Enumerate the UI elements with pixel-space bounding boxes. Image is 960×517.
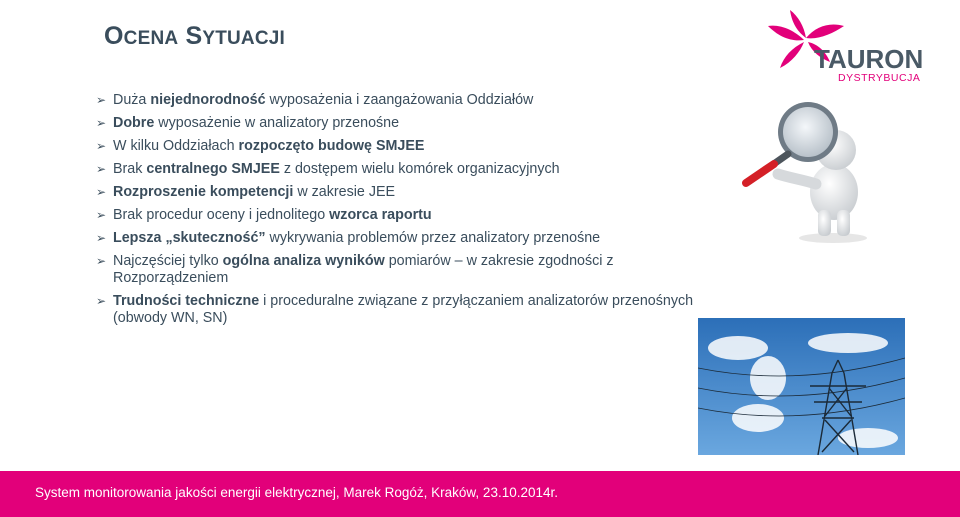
bullet-text: wyposażenia i zaangażowania Oddziałów <box>265 92 534 108</box>
bullet-item <box>96 207 696 224</box>
bullet-text: Trudności techniczne <box>113 293 260 309</box>
bullet-text: Brak procedur oceny i jednolitego <box>113 207 330 223</box>
bullet-text: Rozproszenie kompetencji <box>113 184 294 200</box>
bullet-text: „skuteczność” <box>165 230 266 246</box>
title-initial: S <box>185 22 203 50</box>
bullet-text: rozpoczęto budowę SMJEE <box>238 138 425 154</box>
bullet-arrow-icon: ➢ <box>96 139 107 153</box>
bullet-arrow-icon: ➢ <box>96 208 107 222</box>
bullet-arrow-icon: ➢ <box>96 162 107 176</box>
bullet-text: wzorca raportu <box>329 207 432 223</box>
bullet-text: Brak <box>113 161 147 177</box>
bullet-text: Duża <box>113 92 151 108</box>
bullet-text: Dobre <box>113 115 155 131</box>
power-line-sky-photo <box>698 318 905 455</box>
bullet-item <box>96 253 696 287</box>
bullet-text: niejednorodność <box>150 92 266 108</box>
bullet-text: ogólna analiza wyników <box>222 253 385 269</box>
bullet-text: z dostępem wielu komórek organizacyjnych <box>279 161 560 177</box>
bullet-item <box>96 92 696 109</box>
logo-brand-text: TAURON <box>814 44 924 74</box>
title-initial: O <box>104 22 124 50</box>
bullet-item <box>96 138 696 155</box>
bullet-text: wykrywania problemów przez analizatory przenośne <box>265 230 601 246</box>
figure-with-magnifier-image <box>738 92 898 244</box>
bullet-arrow-icon: ➢ <box>96 294 107 308</box>
bullet-text: i proceduralne związane z przyłączaniem analizatorów przenośnych (obwody WN, SN) <box>113 293 694 326</box>
bullet-arrow-icon: ➢ <box>96 116 107 130</box>
bullet-item <box>96 293 696 327</box>
bullet-text: Lepsza <box>113 230 166 246</box>
bullet-text: Najczęściej tylko <box>113 253 223 269</box>
bullet-item <box>96 230 696 247</box>
tauron-logo-mark <box>760 4 930 84</box>
footer-bar <box>0 471 960 517</box>
bullet-arrow-icon: ➢ <box>96 93 107 107</box>
bullet-arrow-icon: ➢ <box>96 231 107 245</box>
title-word: CENA <box>123 28 179 49</box>
bullet-text: centralnego SMJEE <box>146 161 280 177</box>
bullet-arrow-icon: ➢ <box>96 185 107 199</box>
bullet-item <box>96 184 696 201</box>
bullet-text: W kilku Oddziałach <box>113 138 239 154</box>
tauron-logo <box>760 4 930 84</box>
bullet-item <box>96 115 696 132</box>
bullet-arrow-icon: ➢ <box>96 254 107 268</box>
title-word: YTUACJI <box>202 28 286 49</box>
footer-text: System monitorowania jakości energii elektrycznej, Marek Rogóż, Kraków, 23.10.2014r. <box>35 485 558 500</box>
bullet-text: wyposażenie w analizatory przenośne <box>154 115 400 131</box>
logo-sub-text: DYSTRYBUCJA <box>838 72 921 84</box>
bullet-list <box>96 92 696 333</box>
bullet-item <box>96 161 696 178</box>
page-title <box>104 22 285 51</box>
bullet-text: w zakresie JEE <box>293 184 396 200</box>
bullet-text: pomiarów – w zakresie zgodności z Rozporządzeniem <box>113 253 614 286</box>
